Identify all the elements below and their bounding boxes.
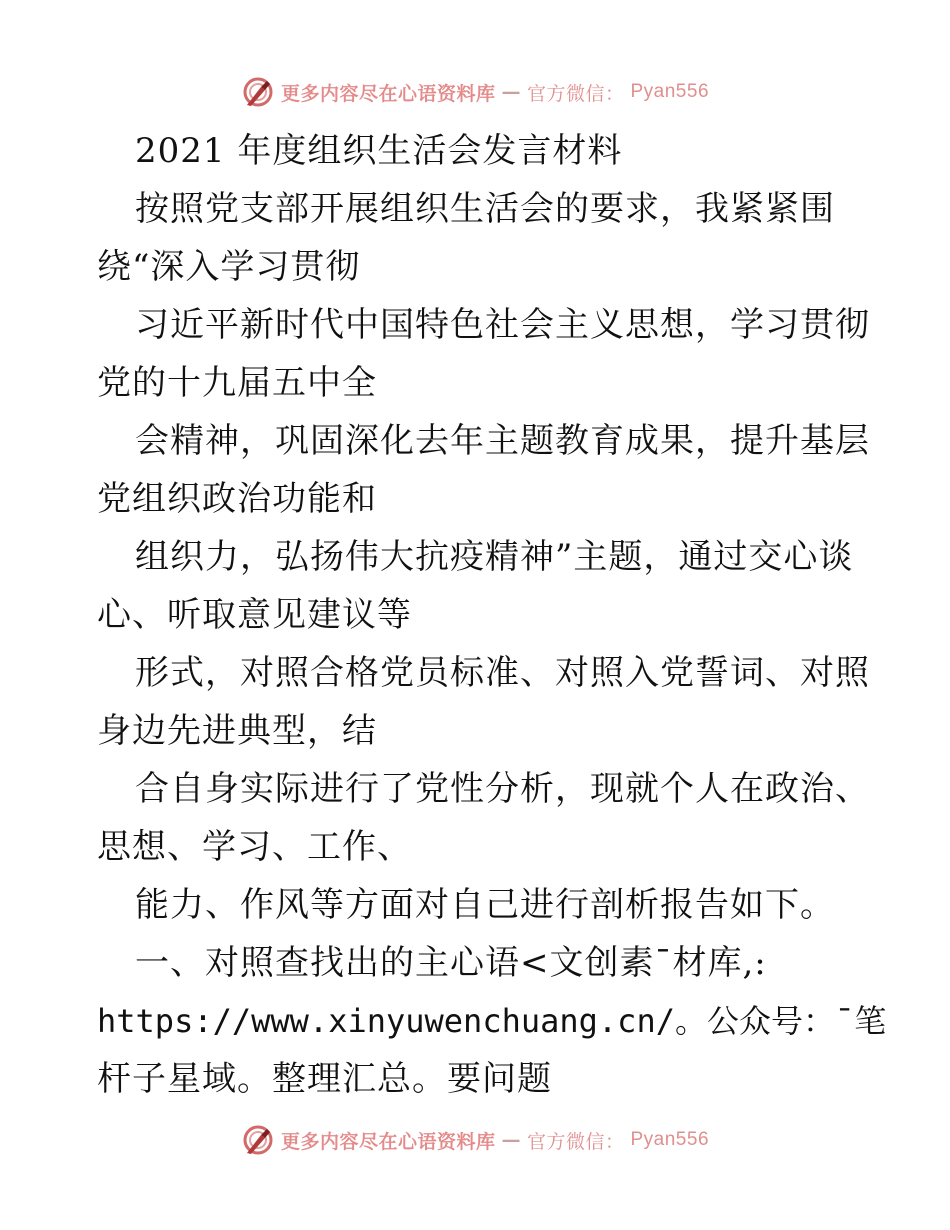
text-line: 按照党支部开展组织生活会的要求，我紧紧围 bbox=[135, 189, 835, 229]
text-line: 会精神，巩固深化去年主题教育成果，提升基层 bbox=[135, 421, 870, 461]
text-line: 合自身实际进行了党性分析，现就个人在政治、 bbox=[135, 769, 870, 809]
watermark-text: 更多内容尽在心语资料库 bbox=[280, 82, 496, 105]
text-line: 党组织政治功能和 bbox=[97, 479, 377, 519]
text-line: 组织力，弘扬伟大抗疫精神”主题，通过交心谈 bbox=[135, 537, 854, 577]
text-line: 党的十九届五中全 bbox=[97, 363, 377, 403]
text-line: 思想、学习、工作、 bbox=[97, 827, 412, 867]
watermark-text: 更多内容尽在心语资料库 bbox=[280, 1130, 496, 1153]
watermark-wechat-id: Pyan556 bbox=[630, 81, 710, 102]
watermark-wechat-id: Pyan556 bbox=[630, 1129, 710, 1150]
header-watermark bbox=[0, 72, 950, 112]
watermark-dash: — bbox=[501, 1129, 521, 1151]
text-line: 身边先进典型，结 bbox=[97, 711, 377, 751]
footer-watermark bbox=[0, 1120, 950, 1160]
text-line: 2021 年度组织生活会发言材料 bbox=[135, 131, 623, 171]
watermark-dash: — bbox=[501, 81, 521, 103]
pen-logo-icon bbox=[241, 1123, 275, 1157]
text-line: 形式，对照合格党员标准、对照入党誓词、对照 bbox=[135, 653, 870, 693]
text-line: 绕“深入学习贯彻 bbox=[97, 247, 361, 287]
pen-logo-icon bbox=[241, 75, 275, 109]
text-line: 一、对照查找出的主心语<文创素¯材库,: bbox=[135, 943, 767, 983]
text-line: 习近平新时代中国特色社会主义思想，学习贯彻 bbox=[135, 305, 870, 345]
text-line: 杆子星域。整理汇总。要问题 bbox=[97, 1059, 552, 1099]
text-line: 心、听取意见建议等 bbox=[97, 595, 412, 635]
watermark-wechat-label: 官方微信： bbox=[526, 1130, 625, 1153]
watermark-wechat-label: 官方微信： bbox=[526, 82, 625, 105]
text-line: https://www.xinyuwenchuang.cn/。公众号：¯笔 bbox=[97, 1002, 887, 1040]
text-line: 能力、作风等方面对自己进行剖析报告如下。 bbox=[135, 885, 835, 925]
document-body bbox=[97, 122, 887, 1108]
